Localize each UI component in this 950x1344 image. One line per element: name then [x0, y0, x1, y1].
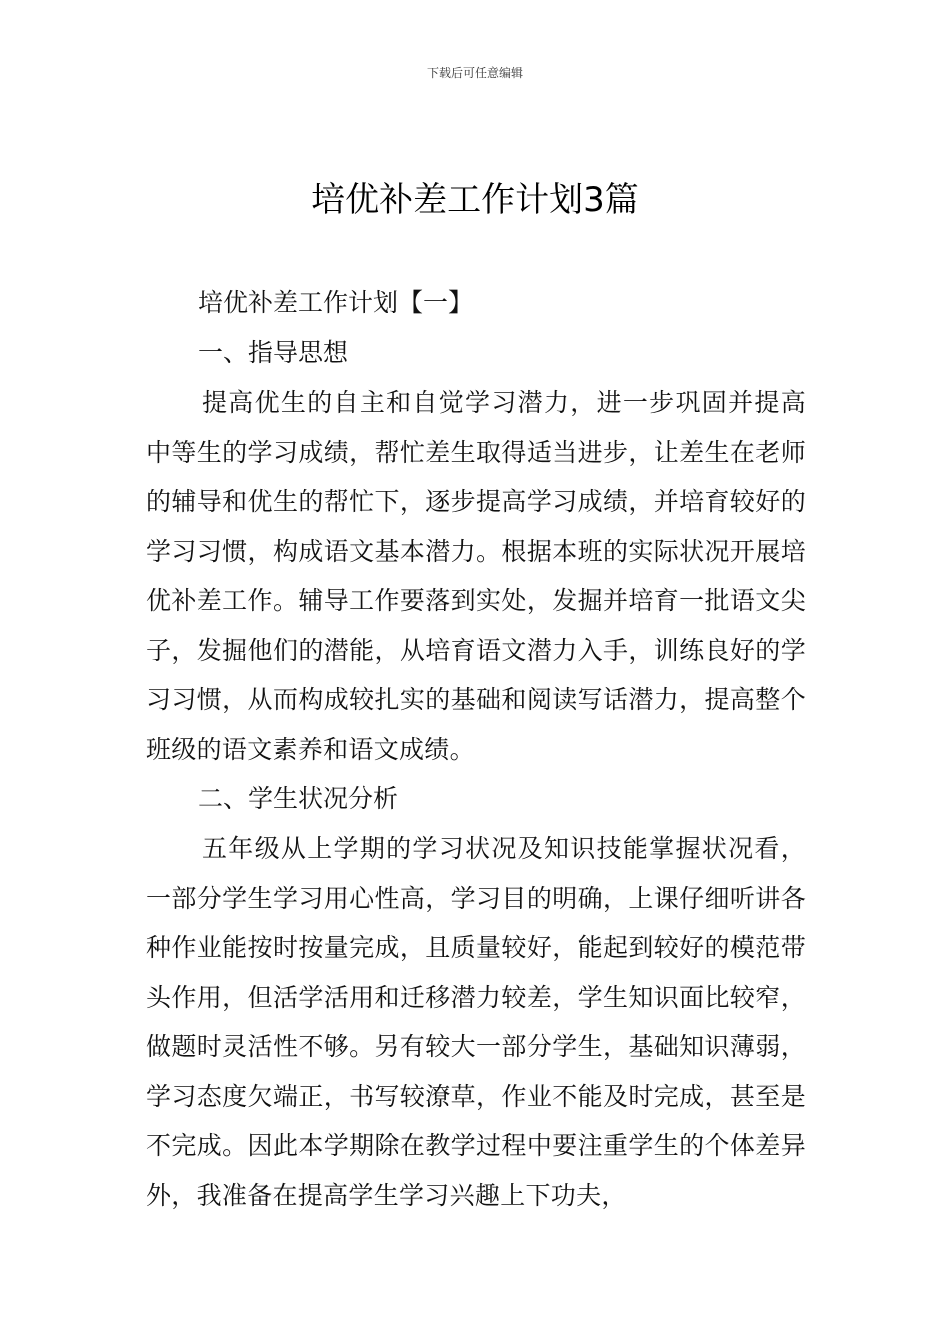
document-title: 培优补差工作计划3篇 — [311, 180, 639, 220]
paragraph-guiding-thought: 提高优生的自主和自觉学习潜力，进一步巩固并提高中等生的学习成绩，帮忙差生取得适当进步，让差生在老师的辅导和优生的帮忙下，逐步提高学习成绩，并培育较好的学习习惯，构成语文基本潜力。根据本班的实际状况开展培优补差工作。辅导工作要落到实处，发掘并培育一批语文尖子，发掘他们的潜能，从培育语文潜力入手，训练良好的学习习惯，从而构成较扎实的基础和阅读写话潜力，提高整个班级的语文素养和语文成绩。 — [146, 388, 806, 764]
plan-heading: 培优补差工作计划【一】 — [198, 288, 474, 317]
paragraph-student-analysis: 五年级从上学期的学习状况及知识技能掌握状况看，一部分学生学习用心性高，学习目的明确，上课仔细听讲各种作业能按时按量完成，且质量较好，能起到较好的模范带头作用，但活学活用和迁移潜力较差，学生知识面比较窄，做题时灵活性不够。另有较大一部分学生，基础知识薄弱，学习态度欠端正，书写较潦草，作业不能及时完成，甚至是不完成。因此本学期除在教学过程中要注重学生的个体差异外，我准备在提高学生学习兴趣上下功夫， — [146, 834, 806, 1210]
section-heading-guiding-thought: 一、指导思想 — [198, 338, 349, 367]
document-body — [146, 278, 806, 1220]
section-heading-student-analysis: 二、学生状况分析 — [198, 784, 399, 813]
header-note: 下载后可任意编辑 — [426, 66, 523, 80]
